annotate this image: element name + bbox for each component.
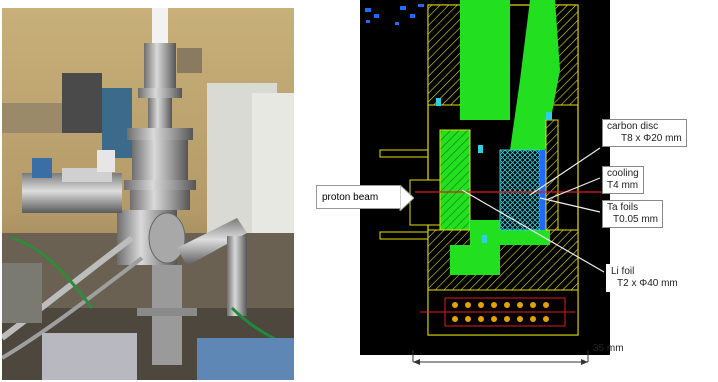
label-ta-foils: Ta foils T0.05 mm — [602, 200, 663, 228]
label-li-foil: Li foil T2 x Φ40 mm — [606, 264, 683, 292]
proton-beam-arrow — [316, 185, 414, 211]
label-carbon-disc: carbon disc T8 x Φ20 mm — [602, 119, 687, 147]
dimension-label: 35 mm — [593, 343, 624, 354]
label-cooling: cooling T4 mm — [602, 166, 644, 194]
proton-beam-label: proton beam — [316, 185, 400, 209]
